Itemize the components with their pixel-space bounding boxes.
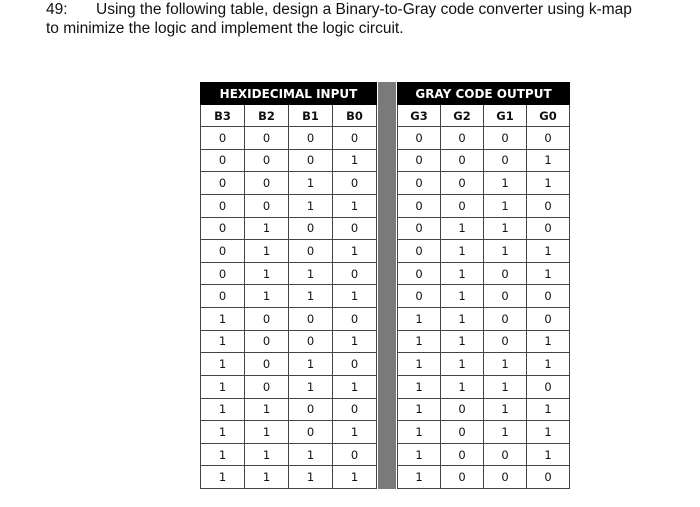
output-cell: 1 bbox=[527, 398, 570, 421]
output-table-row bbox=[398, 194, 570, 217]
output-cell: 1 bbox=[398, 398, 441, 421]
output-table-row bbox=[398, 240, 570, 263]
input-cell: 1 bbox=[201, 308, 245, 331]
output-cell: 1 bbox=[441, 308, 484, 331]
output-table-row bbox=[398, 217, 570, 240]
output-cell: 0 bbox=[527, 217, 570, 240]
input-cell: 0 bbox=[245, 330, 289, 353]
output-cell: 1 bbox=[527, 330, 570, 353]
input-cell: 1 bbox=[289, 194, 333, 217]
input-cell: 0 bbox=[245, 353, 289, 376]
input-cell: 0 bbox=[201, 217, 245, 240]
output-table-row bbox=[398, 443, 570, 466]
input-column-header: B2 bbox=[245, 105, 289, 127]
output-cell: 0 bbox=[441, 443, 484, 466]
output-cell: 0 bbox=[441, 194, 484, 217]
input-cell: 1 bbox=[201, 443, 245, 466]
input-cell: 1 bbox=[289, 353, 333, 376]
truth-table bbox=[200, 82, 570, 489]
output-cell: 1 bbox=[527, 240, 570, 263]
output-cell: 0 bbox=[441, 127, 484, 150]
output-cell: 0 bbox=[484, 127, 527, 150]
output-cell: 0 bbox=[398, 262, 441, 285]
output-cell: 0 bbox=[398, 217, 441, 240]
input-cell: 1 bbox=[245, 262, 289, 285]
output-cell: 0 bbox=[398, 127, 441, 150]
input-cell: 0 bbox=[289, 127, 333, 150]
input-column-header: B3 bbox=[201, 105, 245, 127]
input-table-row bbox=[201, 217, 377, 240]
output-table-row bbox=[398, 330, 570, 353]
output-table-row bbox=[398, 262, 570, 285]
output-cell: 0 bbox=[398, 172, 441, 195]
input-cell: 1 bbox=[333, 421, 377, 444]
output-table-row bbox=[398, 375, 570, 398]
input-cell: 1 bbox=[201, 421, 245, 444]
output-cell: 1 bbox=[398, 375, 441, 398]
output-cell: 0 bbox=[398, 285, 441, 308]
input-cell: 0 bbox=[201, 285, 245, 308]
input-cell: 0 bbox=[245, 308, 289, 331]
input-cell: 0 bbox=[333, 217, 377, 240]
output-table-row bbox=[398, 149, 570, 172]
output-cell: 0 bbox=[527, 285, 570, 308]
input-table-row bbox=[201, 443, 377, 466]
input-cell: 0 bbox=[201, 262, 245, 285]
input-cell: 1 bbox=[245, 466, 289, 489]
output-table-title: GRAY CODE OUTPUT bbox=[398, 83, 570, 105]
output-cell: 1 bbox=[484, 194, 527, 217]
output-cell: 1 bbox=[398, 466, 441, 489]
output-cell: 1 bbox=[398, 443, 441, 466]
output-cell: 0 bbox=[441, 466, 484, 489]
output-cell: 1 bbox=[441, 375, 484, 398]
output-cell: 1 bbox=[484, 240, 527, 263]
output-cell: 1 bbox=[441, 353, 484, 376]
input-cell: 0 bbox=[333, 127, 377, 150]
question-number: 49: bbox=[46, 1, 68, 18]
output-cell: 0 bbox=[527, 194, 570, 217]
output-table-row bbox=[398, 172, 570, 195]
input-cell: 0 bbox=[245, 172, 289, 195]
input-cell: 1 bbox=[289, 375, 333, 398]
output-cell: 0 bbox=[484, 466, 527, 489]
input-cell: 1 bbox=[245, 421, 289, 444]
input-cell: 0 bbox=[245, 127, 289, 150]
output-cell: 0 bbox=[527, 127, 570, 150]
output-cell: 0 bbox=[484, 285, 527, 308]
output-cell: 1 bbox=[527, 262, 570, 285]
output-cell: 0 bbox=[441, 398, 484, 421]
input-cell: 1 bbox=[245, 240, 289, 263]
input-cell: 0 bbox=[289, 330, 333, 353]
output-cell: 0 bbox=[484, 262, 527, 285]
output-cell: 1 bbox=[441, 330, 484, 353]
output-table-row bbox=[398, 398, 570, 421]
output-cell: 1 bbox=[398, 353, 441, 376]
question-line-1-text: Using the following table, design a Binary-to-Gray code converter using k-map bbox=[96, 1, 632, 18]
input-cell: 0 bbox=[201, 240, 245, 263]
input-cell: 1 bbox=[333, 240, 377, 263]
input-column-header: B1 bbox=[289, 105, 333, 127]
output-cell: 0 bbox=[441, 421, 484, 444]
input-table-row bbox=[201, 308, 377, 331]
output-table-row bbox=[398, 127, 570, 150]
input-cell: 1 bbox=[333, 330, 377, 353]
output-column-header: G3 bbox=[398, 105, 441, 127]
output-table-row bbox=[398, 421, 570, 444]
output-cell: 0 bbox=[441, 149, 484, 172]
output-table bbox=[397, 82, 570, 489]
input-cell: 1 bbox=[289, 285, 333, 308]
output-cell: 0 bbox=[484, 308, 527, 331]
input-cell: 1 bbox=[245, 285, 289, 308]
input-cell: 1 bbox=[201, 330, 245, 353]
output-cell: 1 bbox=[398, 330, 441, 353]
input-cell: 0 bbox=[245, 375, 289, 398]
output-cell: 0 bbox=[441, 172, 484, 195]
input-cell: 1 bbox=[201, 398, 245, 421]
input-table-row bbox=[201, 240, 377, 263]
output-cell: 1 bbox=[527, 353, 570, 376]
input-cell: 1 bbox=[245, 398, 289, 421]
input-cell: 1 bbox=[201, 466, 245, 489]
input-cell: 0 bbox=[245, 194, 289, 217]
input-cell: 0 bbox=[333, 172, 377, 195]
input-table-row bbox=[201, 398, 377, 421]
input-cell: 0 bbox=[245, 149, 289, 172]
output-cell: 1 bbox=[484, 217, 527, 240]
input-cell: 0 bbox=[289, 217, 333, 240]
input-table-row bbox=[201, 149, 377, 172]
input-cell: 0 bbox=[201, 149, 245, 172]
output-column-header: G0 bbox=[527, 105, 570, 127]
output-cell: 0 bbox=[484, 330, 527, 353]
input-cell: 1 bbox=[289, 443, 333, 466]
input-cell: 1 bbox=[333, 149, 377, 172]
input-cell: 1 bbox=[245, 443, 289, 466]
input-cell: 1 bbox=[333, 375, 377, 398]
output-cell: 1 bbox=[441, 285, 484, 308]
input-column-header: B0 bbox=[333, 105, 377, 127]
output-column-header: G2 bbox=[441, 105, 484, 127]
input-cell: 1 bbox=[201, 353, 245, 376]
output-cell: 0 bbox=[398, 194, 441, 217]
input-table-row bbox=[201, 194, 377, 217]
output-table-row bbox=[398, 466, 570, 489]
output-cell: 1 bbox=[484, 398, 527, 421]
table-divider bbox=[378, 82, 396, 489]
input-cell: 0 bbox=[289, 308, 333, 331]
question-line-2: to minimize the logic and implement the logic circuit. bbox=[46, 20, 404, 37]
output-cell: 1 bbox=[527, 443, 570, 466]
output-table-row bbox=[398, 285, 570, 308]
output-cell: 0 bbox=[398, 149, 441, 172]
input-cell: 1 bbox=[333, 194, 377, 217]
input-cell: 1 bbox=[245, 217, 289, 240]
input-table-row bbox=[201, 262, 377, 285]
question-line-1 bbox=[46, 0, 700, 19]
output-cell: 1 bbox=[484, 375, 527, 398]
output-cell: 1 bbox=[484, 353, 527, 376]
input-cell: 0 bbox=[289, 398, 333, 421]
input-cell: 1 bbox=[289, 172, 333, 195]
output-cell: 0 bbox=[484, 443, 527, 466]
input-cell: 0 bbox=[201, 127, 245, 150]
input-table-row bbox=[201, 375, 377, 398]
input-cell: 1 bbox=[201, 375, 245, 398]
input-cell: 1 bbox=[289, 466, 333, 489]
input-table-title: HEXIDECIMAL INPUT bbox=[201, 83, 377, 105]
input-cell: 0 bbox=[289, 149, 333, 172]
input-cell: 0 bbox=[333, 308, 377, 331]
output-cell: 1 bbox=[527, 172, 570, 195]
input-cell: 0 bbox=[333, 353, 377, 376]
output-cell: 1 bbox=[398, 421, 441, 444]
output-cell: 1 bbox=[441, 217, 484, 240]
output-cell: 0 bbox=[527, 375, 570, 398]
output-cell: 1 bbox=[527, 149, 570, 172]
output-cell: 1 bbox=[398, 308, 441, 331]
output-table-row bbox=[398, 353, 570, 376]
input-table-row bbox=[201, 285, 377, 308]
output-cell: 1 bbox=[441, 262, 484, 285]
output-cell: 1 bbox=[527, 421, 570, 444]
input-cell: 0 bbox=[333, 398, 377, 421]
output-cell: 0 bbox=[527, 308, 570, 331]
input-cell: 0 bbox=[333, 262, 377, 285]
output-cell: 1 bbox=[484, 421, 527, 444]
input-cell: 0 bbox=[201, 172, 245, 195]
input-cell: 0 bbox=[201, 194, 245, 217]
output-cell: 1 bbox=[441, 240, 484, 263]
input-cell: 1 bbox=[333, 285, 377, 308]
output-table-row bbox=[398, 308, 570, 331]
input-table-row bbox=[201, 330, 377, 353]
input-cell: 1 bbox=[333, 466, 377, 489]
input-cell: 1 bbox=[289, 262, 333, 285]
question-text bbox=[46, 0, 700, 38]
input-table-row bbox=[201, 466, 377, 489]
output-column-header: G1 bbox=[484, 105, 527, 127]
output-cell: 0 bbox=[527, 466, 570, 489]
input-table-row bbox=[201, 172, 377, 195]
output-cell: 0 bbox=[398, 240, 441, 263]
output-cell: 1 bbox=[484, 172, 527, 195]
input-table-row bbox=[201, 421, 377, 444]
output-cell: 0 bbox=[484, 149, 527, 172]
input-table bbox=[200, 82, 377, 489]
input-table-row bbox=[201, 353, 377, 376]
input-cell: 0 bbox=[289, 421, 333, 444]
input-cell: 0 bbox=[333, 443, 377, 466]
input-cell: 0 bbox=[289, 240, 333, 263]
input-table-row bbox=[201, 127, 377, 150]
